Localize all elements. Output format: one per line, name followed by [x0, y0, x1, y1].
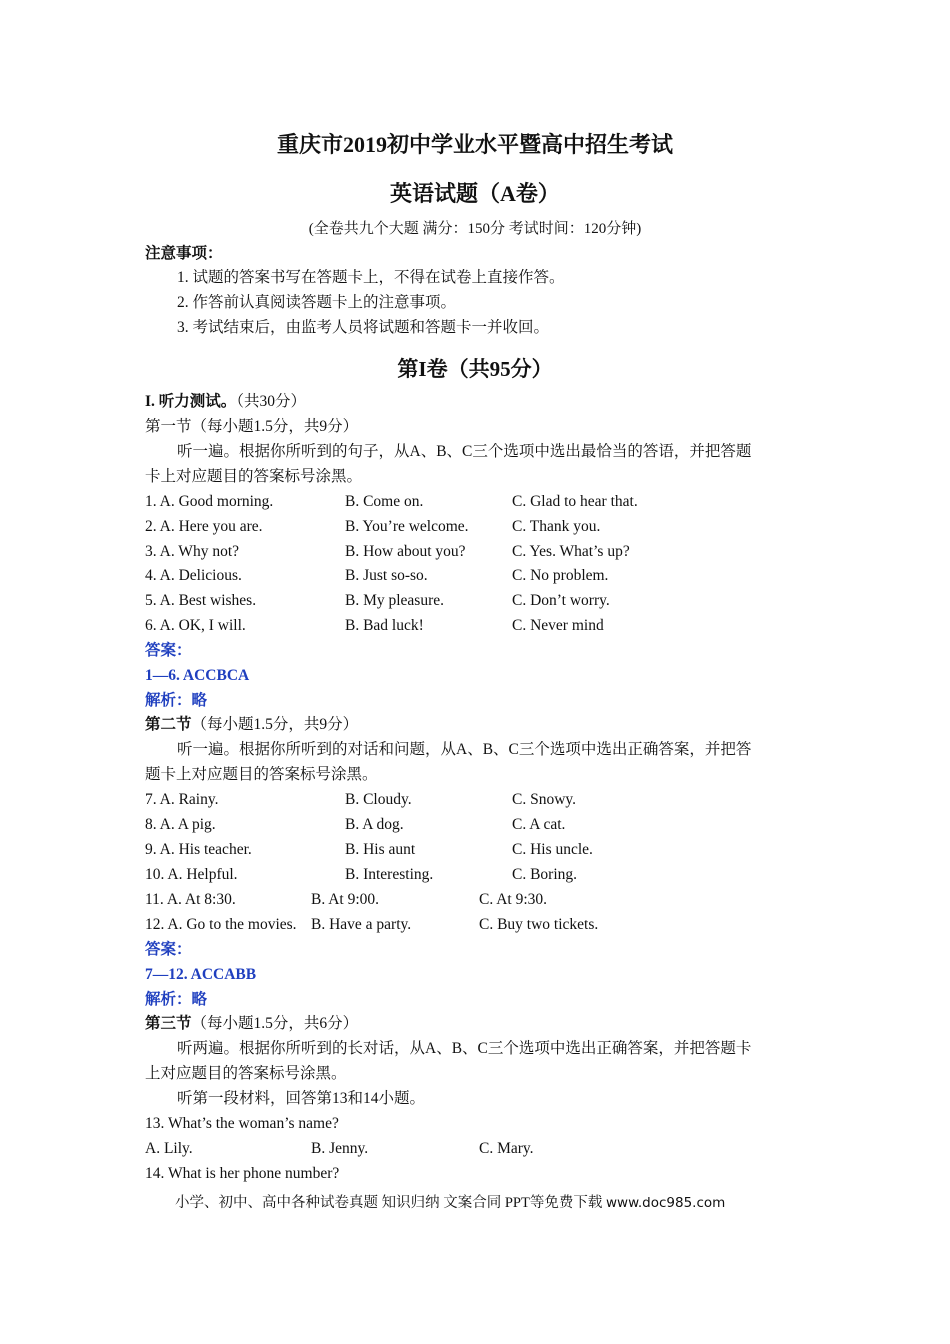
exam-title: 重庆市2019初中学业水平暨高中招生考试	[276, 132, 673, 157]
exam-subtitle: 英语试题（A卷）	[390, 181, 560, 206]
section2-answer-label: 答案：	[145, 941, 192, 958]
q3-option-a: 3. A. Why not?	[145, 543, 239, 560]
q11-option-a: 11. A. At 8:30.	[145, 891, 236, 908]
q5-option-b: B. My pleasure.	[345, 592, 445, 609]
q13-option-c: C. Mary.	[479, 1140, 534, 1157]
q2-option-a: 2. A. Here you are.	[145, 518, 263, 535]
section2-instruction-line2: 题卡上对应题目的答案标号涂黑。	[145, 766, 378, 783]
part1-heading-note: （共30分）	[236, 393, 307, 410]
q8-option-b: B. A dog.	[345, 816, 404, 833]
q9-option-a: 9. A. His teacher.	[145, 841, 252, 858]
q10-option-c: C. Boring.	[512, 866, 578, 883]
section2-instruction-line1: 听一遍。根据你所听到的对话和问题，从A、B、C三个选项中选出正确答案，并把答	[177, 741, 752, 758]
exam-info: (全卷共九个大题 满分：150分 考试时间：120分钟)	[308, 221, 642, 237]
q12-option-b: B. Have a party.	[311, 916, 412, 933]
q7-option-a: 7. A. Rainy.	[145, 791, 219, 808]
q1-option-b: B. Come on.	[345, 493, 424, 510]
q1-option-a: 1. A. Good morning.	[145, 493, 274, 510]
q5-option-c: C. Don’t worry.	[512, 592, 610, 609]
section3-heading-note: （每小题1.5分，共6分）	[191, 1015, 359, 1032]
q6-option-b: B. Bad luck!	[345, 617, 424, 634]
q10-option-b: B. Interesting.	[345, 866, 434, 883]
q4-option-b: B. Just so-so.	[345, 567, 428, 584]
q6-option-c: C. Never mind	[512, 617, 604, 634]
section1-analysis: 解析：略	[145, 692, 208, 709]
q5-option-a: 5. A. Best wishes.	[145, 592, 257, 609]
page-footer	[175, 1191, 725, 1212]
q9-option-c: C. His uncle.	[512, 841, 593, 858]
q7-option-c: C. Snowy.	[512, 791, 577, 808]
footer-text: 小学、初中、高中各种试卷真题 知识归纳 文案合同 PPT等免费下载	[175, 1195, 603, 1211]
section1-heading: 第一节（每小题1.5分，共9分）	[145, 418, 359, 435]
section2-analysis: 解析：略	[145, 991, 208, 1008]
section1-instruction-line2: 卡上对应题目的答案标号涂黑。	[145, 468, 363, 485]
section3-instruction-line1: 听两遍。根据你所听到的长对话，从A、B、C三个选项中选出正确答案，并把答题卡	[177, 1040, 752, 1057]
section3-heading-row	[145, 1014, 358, 1034]
q2-option-b: B. You’re welcome.	[345, 518, 469, 535]
q9-option-b: B. His aunt	[345, 841, 416, 858]
q3-option-c: C. Yes. What’s up?	[512, 543, 630, 560]
q10-option-a: 10. A. Helpful.	[145, 866, 238, 883]
part1-heading-row	[145, 392, 306, 412]
section1-answer: 1—6. ACCBCA	[145, 667, 250, 684]
section2-heading-note: （每小题1.5分，共9分）	[191, 716, 359, 733]
section3-passage-note: 听第一段材料，回答第13和14小题。	[177, 1090, 426, 1107]
footer-url: www.doc985.com	[605, 1195, 726, 1211]
section3-instruction-line2: 上对应题目的答案标号涂黑。	[145, 1065, 347, 1082]
q12-option-a: 12. A. Go to the movies.	[145, 916, 297, 933]
q11-option-c: C. At 9:30.	[479, 891, 548, 908]
q2-option-c: C. Thank you.	[512, 518, 601, 535]
section1-answer-label: 答案：	[145, 642, 192, 659]
q8-option-c: C. A cat.	[512, 816, 566, 833]
section2-answer: 7—12. ACCABB	[145, 966, 257, 983]
q13-question: 13. What’s the woman’s name?	[145, 1115, 339, 1132]
q7-option-b: B. Cloudy.	[345, 791, 412, 808]
q14-question: 14. What is her phone number?	[145, 1165, 340, 1182]
q11-option-b: B. At 9:00.	[311, 891, 380, 908]
q3-option-b: B. How about you?	[345, 543, 466, 560]
section1-instruction-line1: 听一遍。根据你所听到的句子，从A、B、C三个选项中选出最恰当的答语，并把答题	[177, 443, 752, 460]
q6-option-a: 6. A. OK, I will.	[145, 617, 246, 634]
q1-option-c: C. Glad to hear that.	[512, 493, 638, 510]
notes-heading: 注意事项：	[145, 245, 223, 262]
q12-option-c: C. Buy two tickets.	[479, 916, 599, 933]
note-item-3: 3. 考试结束后，由监考人员将试题和答题卡一并收回。	[177, 319, 550, 336]
q8-option-a: 8. A. A pig.	[145, 816, 216, 833]
volume-title: 第I卷（共95分）	[397, 357, 553, 381]
section2-heading-row	[145, 715, 358, 735]
q13-option-b: B. Jenny.	[311, 1140, 369, 1157]
note-item-2: 2. 作答前认真阅读答题卡上的注意事项。	[177, 294, 457, 311]
q4-option-c: C. No problem.	[512, 567, 609, 584]
part1-heading: I. 听力测试。	[145, 393, 237, 410]
section2-heading: 第二节	[145, 716, 192, 733]
q13-option-a: A. Lily.	[145, 1140, 193, 1157]
section3-heading: 第三节	[145, 1015, 192, 1032]
note-item-1: 1. 试题的答案书写在答题卡上，不得在试卷上直接作答。	[177, 269, 565, 286]
q4-option-a: 4. A. Delicious.	[145, 567, 242, 584]
